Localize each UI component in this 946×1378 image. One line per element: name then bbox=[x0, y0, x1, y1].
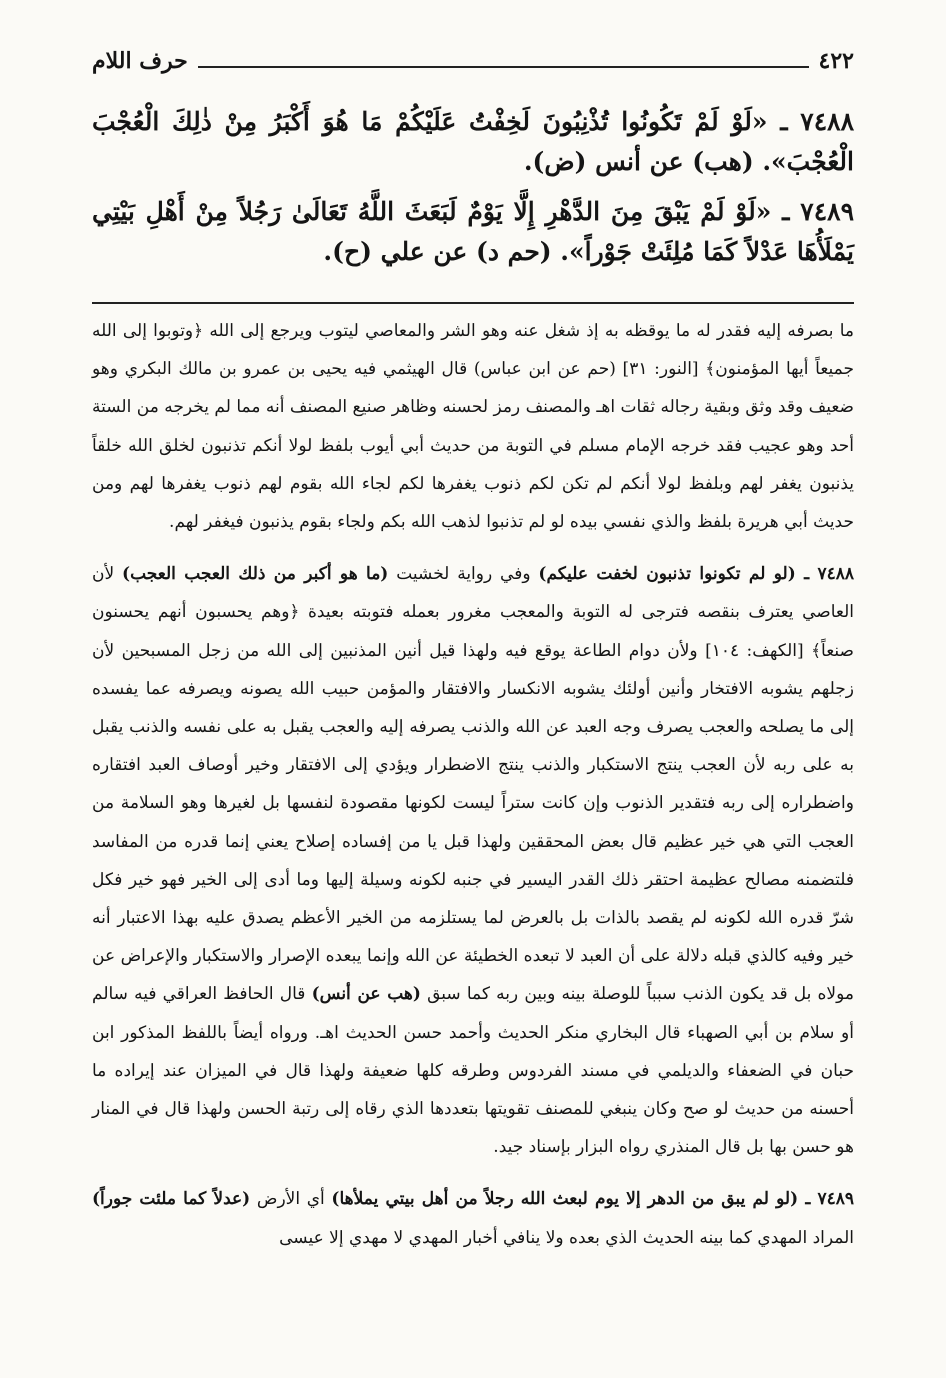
commentary-7489-lemma: ٧٤٨٩ ـ (لو لم يبق من الدهر إلا يوم لبعث الله رجلاً من أهل بيتي يملأها) bbox=[331, 1189, 854, 1210]
commentary-7488-lemma: ٧٤٨٨ ـ (لو لم تكونوا تذنبون لخفت عليكم) bbox=[538, 564, 854, 585]
commentary-7488-body: لأن العاصي يعترف بنقصه فترجى له التوبة والمعجب مغرور بعمله فتوبته بعيدة ﴿وهم يحسبون أنهم يحسنون صنعاً﴾ [الكهف: ١٠٤] ولأن دوام الطاعة يوقع فيه ولهذا قيل أنين المذنبين إلى الله من زجل المسبحين لأن زجلهم يشوبه الافتخار وأنين أولئك يشوبه الانكسار والافتقار والمؤمن حبيب الله يصونه ويصرفه عما يفسده إلى ما يصلحه والعجب يصرف وجه العبد عن الله والذنب يصرفه إليه والعجب يقبل به على نفسه والذنب يقبل به على ربه لأن العجب ينتج الاستكبار والذنب ينتج الاضطرار ويؤدي إلى الافتقار وخير أوصاف العبد افتقاره واضطراره إلى ربه فتقدير الذنوب وإن كانت ستراً ليست لكونها مقصودة لنفسها بل لغيرها وهو السلامة من العجب التي هي خير عظيم قال بعض المحققين ولهذا قبل يا من إفساده إصلاح يعني إنما قدره من المفاسد فلتضمنه مصالح عظيمة احتقر ذلك القدر اليسير في جنبه لكونه وسيلة إليها وما أدى إلى الخير فهو خير فكل شرّ قدره الله لكونه لم يقصد بالذات بل بالعرض لما يستلزمه من الخير الأعظم يصدق عليه بهذا الاعتبار أنه خير وفيه كالذي قبله دلالة على أن العبد لا تبعده الخطيئة عن الله وإنما يبعده الإصرار والاستكبار والإعراض عن مولاه بل قد يكون الذنب سبباً للوصلة بينه وبين ربه كما سبق bbox=[92, 564, 854, 1005]
page-number: ٤٢٢ bbox=[818, 48, 854, 74]
commentary-7488-source: (هب عن أنس) bbox=[311, 984, 421, 1005]
commentary-7489-gloss: أي الأرض bbox=[250, 1189, 332, 1210]
header-rule bbox=[198, 66, 809, 68]
commentary-7488 bbox=[92, 555, 854, 1166]
hadith-text-block bbox=[92, 102, 854, 272]
commentary-block bbox=[92, 312, 854, 1257]
commentary-7488-tail: قال الحافظ العراقي فيه سالم أو سلام بن أبي الصهباء قال البخاري منكر الحديث وأحمد حسن الحديث اهـ. ورواه أيضاً باللفظ المذكور ابن حبان في الضعفاء والديلمي في مسند الفردوس وطرقه كلها ضعيفة ولهذا قال في الميزان عند إيراده ما أحسنه من حديث لو صح وكان ينبغي للمصنف تقويتها بتعددها الذي رقاه إلى رتبة الحسن ولهذا قال في المنار هو حسن بها بل قال المنذري رواه البزار بإسناد جيد. bbox=[92, 984, 854, 1158]
commentary-7489-body: المراد المهدي كما بينه الحديث الذي بعده ولا ينافي أخبار المهدي لا مهدي إلا عيسى bbox=[279, 1227, 854, 1248]
commentary-7488-variant: وفي رواية لخشيت bbox=[388, 564, 539, 585]
commentary-divider bbox=[92, 302, 854, 304]
commentary-previous-note: ما بصرفه إليه فقدر له ما يوقظه به إذ شغل عنه وهو الشر والمعاصي ليتوب ويرجع إلى الله ﴿وتوبوا إلى الله جميعاً أيها المؤمنون﴾ [النور: ٣١] (حم عن ابن عباس) قال الهيثمي فيه يحيى بن عمرو بن مالك البكري وهو ضعيف وقد وثق وبقية رجاله ثقات اهـ والمصنف رمز لحسنه وظاهر صنيع المصنف أنه مما لم يخرجه من الستة أحد وهو عجيب فقد خرجه الإمام مسلم في التوبة من حديث أبي أيوب بلفظ لولا أنكم تذنبون لخلق الله خلقاً يذنبون يغفر لهم وبلفظ لولا أنكم لم تكن لكم ذنوب يغفرها لكم لجاء الله بقوم لهم ذنوب يغفرها لهم ومن حديث أبي هريرة بلفظ والذي نفسي بيده لو لم تذنبوا لذهب الله بكم ولجاء بقوم يذنبون فيغفر لهم. bbox=[92, 321, 854, 533]
chapter-title: حرف اللام bbox=[92, 48, 188, 74]
running-head bbox=[92, 38, 854, 84]
hadith-7489: ٧٤٨٩ ـ «لَوْ لَمْ يَبْقَ مِنَ الدَّهْرِ إِلَّا يَوْمٌ لَبَعَثَ اللَّهُ تَعَالَىٰ رَجُلاً مِنْ أَهْلِ بَيْتِي يَمْلَأُهَا عَدْلاً كَمَا مُلِئَتْ جَوْراً». (حم د) عن علي (ح). bbox=[92, 197, 854, 266]
hadith-7488: ٧٤٨٨ ـ «لَوْ لَمْ تَكُونُوا تُذْنِبُونَ لَخِفْتُ عَلَيْكُمْ مَا هُوَ أَكْبَرُ مِنْ ذٰلِكَ الْعُجْبَ الْعُجْبَ». (هب) عن أنس (ض). bbox=[92, 107, 854, 176]
commentary-7489 bbox=[92, 1180, 854, 1256]
commentary-7489-lemma-2: (عدلاً كما ملئت جوراً) bbox=[92, 1189, 251, 1210]
commentary-7488-lemma-2: (ما هو أكبر من ذلك العجب العجب) bbox=[122, 564, 389, 585]
